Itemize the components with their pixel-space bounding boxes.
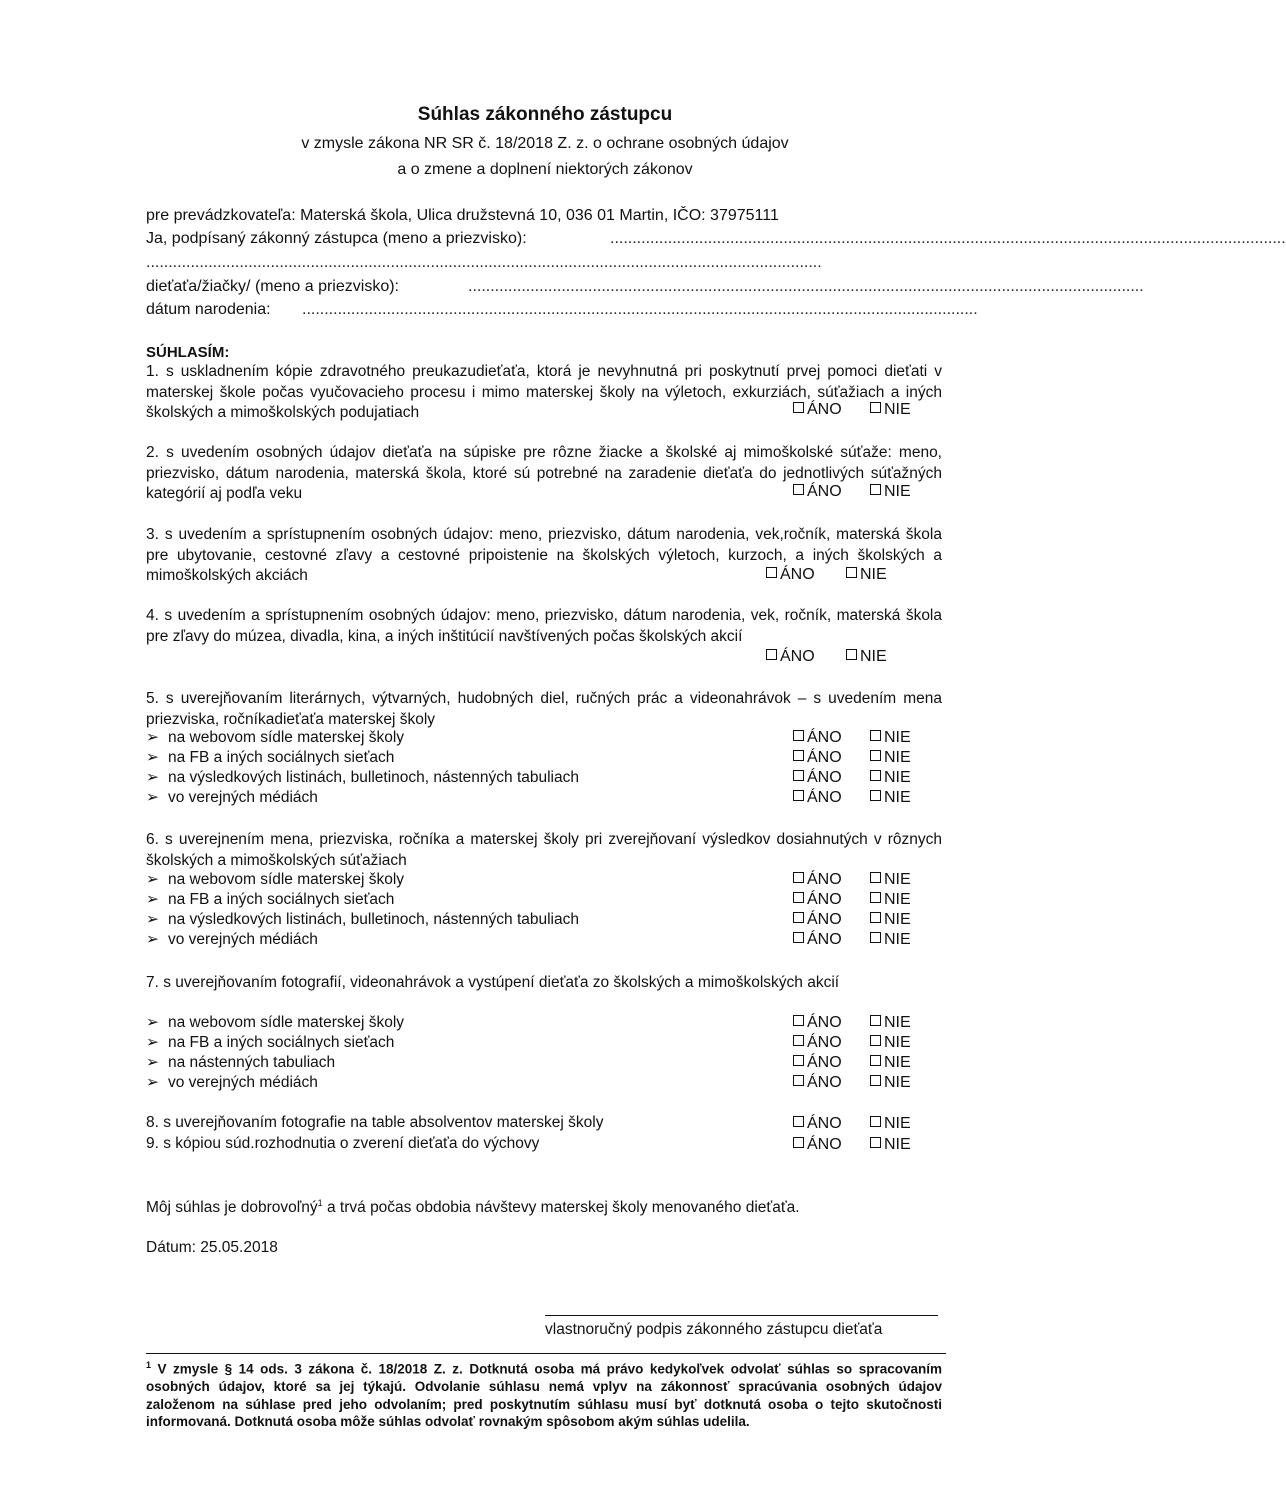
guardian-name-field-2[interactable]: ........................................................................................................................................................ <box>146 254 822 271</box>
item-7b-yes-checkbox[interactable]: ÁNO <box>793 1034 842 1052</box>
item-7-sub-4: ➢ vo verejných médiách <box>146 1074 318 1091</box>
checkbox-icon <box>793 770 804 781</box>
checkbox-icon <box>870 790 881 801</box>
operator-line: pre prevádzkovateľa: Materská škola, Ulica družstevná 10, 036 01 Martin, IČO: 37975111 <box>146 207 779 224</box>
checkbox-icon <box>870 730 881 741</box>
checkbox-icon <box>870 912 881 923</box>
arrow-bullet-icon: ➢ <box>146 871 159 888</box>
item-1-yes-checkbox[interactable]: ÁNO <box>793 401 842 419</box>
signature-label: vlastnoručný podpis zákonného zástupcu dieťaťa <box>545 1321 883 1338</box>
checkbox-icon <box>766 567 777 578</box>
checkbox-icon <box>793 750 804 761</box>
arrow-bullet-icon: ➢ <box>146 931 159 948</box>
checkbox-icon <box>793 872 804 883</box>
checkbox-icon <box>793 1116 804 1127</box>
checkbox-icon <box>793 1055 804 1066</box>
birth-label: dátum narodenia: <box>146 301 271 318</box>
item-6-sub-1: ➢ na webovom sídle materskej školy <box>146 871 405 888</box>
item-7-sub-2: ➢ na FB a iných sociálnych sieťach <box>146 1034 395 1051</box>
item-7-sub-1: ➢ na webovom sídle materskej školy <box>146 1014 405 1031</box>
checkbox-icon <box>846 567 857 578</box>
item-6d-yes-checkbox[interactable]: ÁNO <box>793 931 842 949</box>
item-1-no-checkbox[interactable]: NIE <box>870 401 911 419</box>
item-8-no-checkbox[interactable]: NIE <box>870 1115 911 1133</box>
checkbox-icon <box>793 932 804 943</box>
form-subtitle-2: a o zmene a doplnení niektorých zákonov <box>397 161 693 178</box>
item-5a-no-checkbox[interactable]: NIE <box>870 729 911 747</box>
checkbox-icon <box>793 912 804 923</box>
form-title: Súhlas zákonného zástupcu <box>417 104 673 125</box>
checkbox-icon <box>793 790 804 801</box>
item-4-yes-checkbox[interactable]: ÁNO <box>766 648 815 666</box>
checkbox-icon <box>870 932 881 943</box>
arrow-bullet-icon: ➢ <box>146 1054 159 1071</box>
item-5-sub-4: ➢ vo verejných médiách <box>146 789 318 806</box>
checkbox-icon <box>870 1015 881 1026</box>
item-6a-yes-checkbox[interactable]: ÁNO <box>793 871 842 889</box>
item-6a-no-checkbox[interactable]: NIE <box>870 871 911 889</box>
item-5b-no-checkbox[interactable]: NIE <box>870 749 911 767</box>
item-6-sub-4: ➢ vo verejných médiách <box>146 931 318 948</box>
item-7-sub-3: ➢ na nástenných tabuliach <box>146 1054 336 1071</box>
checkbox-icon <box>793 1035 804 1046</box>
item-6-sub-2: ➢ na FB a iných sociálnych sieťach <box>146 891 395 908</box>
item-6d-no-checkbox[interactable]: NIE <box>870 931 911 949</box>
consent-item-6: 6. s uverejnením mena, priezviska, ročníka a materskej školy pri zverejňovaní výsledkov dosiahnutých v rôznych školských a mimoškolských súťažiach <box>146 831 942 869</box>
item-5-sub-1: ➢ na webovom sídle materskej školy <box>146 729 405 746</box>
checkbox-icon <box>793 1075 804 1086</box>
arrow-bullet-icon: ➢ <box>146 1074 159 1091</box>
item-3-yes-checkbox[interactable]: ÁNO <box>766 566 815 584</box>
birth-date-field[interactable]: ........................................................................................................................................................ <box>302 301 978 318</box>
item-7b-no-checkbox[interactable]: NIE <box>870 1034 911 1052</box>
checkbox-icon <box>870 770 881 781</box>
checkbox-icon <box>793 1015 804 1026</box>
checkbox-icon <box>793 484 804 495</box>
item-6c-no-checkbox[interactable]: NIE <box>870 911 911 929</box>
voluntary-statement: Môj súhlas je dobrovoľný$^1$ a trvá počas obdobia návštevy materskej školy menovaného dieťaťa. <box>146 1198 800 1217</box>
item-7d-yes-checkbox[interactable]: ÁNO <box>793 1074 842 1092</box>
checkbox-icon <box>870 872 881 883</box>
consent-item-8: 8. s uverejňovaním fotografie na table absolventov materskej školy <box>146 1114 604 1131</box>
item-4-no-checkbox[interactable]: NIE <box>846 648 887 666</box>
arrow-bullet-icon: ➢ <box>146 911 159 928</box>
item-5d-no-checkbox[interactable]: NIE <box>870 789 911 807</box>
child-label: dieťaťa/žiačky/ (meno a priezvisko): <box>146 278 399 295</box>
checkbox-icon <box>870 1035 881 1046</box>
consent-item-1: 1. s uskladnením kópie zdravotného preukazudieťaťa, ktorá je nevyhnutná pri poskytnutí prvej pomoci dieťati v materskej škole počas vyučovacieho procesu i mimo materskej školy na výletoch, exkurziách, súťažiach a iných školských a mimoškolských podujatiach <box>146 363 942 421</box>
consent-item-3: 3. s uvedením a sprístupnením osobných údajov: meno, priezvisko, dátum narodenia, vek,ročník, materská škola pre ubytovanie, cestovné zľavy a cestovné pripoistenie na školských výletoch, kurzoch, a iných školských a mimoškolských akciách <box>146 526 942 584</box>
consent-item-4: 4. s uvedením a sprístupnením osobných údajov: meno, priezvisko, dátum narodenia, vek, ročník, materská škola pre zľavy do múzea, divadla, kina, a iných inštitúcií navštívených počas školských akcií <box>146 607 942 645</box>
arrow-bullet-icon: ➢ <box>146 749 159 766</box>
item-5-sub-2: ➢ na FB a iných sociálnych sieťach <box>146 749 395 766</box>
item-5b-yes-checkbox[interactable]: ÁNO <box>793 749 842 767</box>
arrow-bullet-icon: ➢ <box>146 729 159 746</box>
item-5c-no-checkbox[interactable]: NIE <box>870 769 911 787</box>
item-6-sub-3: ➢ na výsledkových listinách, bulletinoch, nástenných tabuliach <box>146 911 579 928</box>
signature-line[interactable] <box>545 1315 938 1316</box>
item-7c-no-checkbox[interactable]: NIE <box>870 1054 911 1072</box>
checkbox-icon <box>793 892 804 903</box>
checkbox-icon <box>870 1137 881 1148</box>
item-5d-yes-checkbox[interactable]: ÁNO <box>793 789 842 807</box>
checkbox-icon <box>870 1055 881 1066</box>
arrow-bullet-icon: ➢ <box>146 769 159 786</box>
checkbox-icon <box>870 1116 881 1127</box>
checkbox-icon <box>766 649 777 660</box>
item-6b-no-checkbox[interactable]: NIE <box>870 891 911 909</box>
child-name-field[interactable]: ........................................................................................................................................................ <box>468 278 1144 295</box>
checkbox-icon <box>793 402 804 413</box>
date-line: Dátum: 25.05.2018 <box>146 1239 278 1256</box>
consent-item-5: 5. s uverejňovaním literárnych, výtvarných, hudobných diel, ručných prác a videonahrávok – s uvedením mena priezviska, ročníkadieťaťa materskej školy <box>146 690 942 728</box>
checkbox-icon <box>870 484 881 495</box>
item-9-no-checkbox[interactable]: NIE <box>870 1136 911 1154</box>
consent-item-2: 2. s uvedením osobných údajov dieťaťa na súpiske pre rôzne žiacke a školské aj mimoškolské súťaže: meno, priezvisko, dátum narodenia, materská škola, ktoré sú potrebné na zaradenie dieťaťa do jednotlivých súťažných kategórií aj podľa veku <box>146 444 942 502</box>
footnote: $^1$ V zmysle § 14 ods. 3 zákona č. 18/2018 Z. z. Dotknutá osoba má právo kedykoľvek odvolať súhlas so spracovaním osobných údajov, ktoré sa jej týkajú. Odvolanie súhlasu nemá vplyv na zákonnosť spracúvania osobných údajov založenom na súhlase pred jeho odvolaním; pred poskytnutím súhlasu musí byť dotknutá osoba o tejto skutočnosti informovaná. Dotknutá osoba môže súhlas odvolať rovnakým spôsobom akým súhlas udelila. <box>146 1360 942 1429</box>
consent-heading: SÚHLASÍM: <box>146 344 230 361</box>
checkbox-icon <box>846 649 857 660</box>
item-7d-no-checkbox[interactable]: NIE <box>870 1074 911 1092</box>
checkbox-icon <box>870 750 881 761</box>
footnote-divider <box>146 1353 946 1354</box>
checkbox-icon <box>870 402 881 413</box>
item-6c-yes-checkbox[interactable]: ÁNO <box>793 911 842 929</box>
consent-item-9: 9. s kópiou súd.rozhodnutia o zverení dieťaťa do výchovy <box>146 1135 540 1152</box>
item-5c-yes-checkbox[interactable]: ÁNO <box>793 769 842 787</box>
item-3-no-checkbox[interactable]: NIE <box>846 566 887 584</box>
arrow-bullet-icon: ➢ <box>146 1014 159 1031</box>
guardian-label: Ja, podpísaný zákonný zástupca (meno a priezvisko): <box>146 230 527 247</box>
arrow-bullet-icon: ➢ <box>146 891 159 908</box>
checkbox-icon <box>793 1137 804 1148</box>
item-7a-no-checkbox[interactable]: NIE <box>870 1014 911 1032</box>
item-7c-yes-checkbox[interactable]: ÁNO <box>793 1054 842 1072</box>
guardian-name-field[interactable]: ........................................................................................................................................................ <box>610 230 1286 247</box>
item-2-yes-checkbox[interactable]: ÁNO <box>793 483 842 501</box>
item-5-sub-3: ➢ na výsledkových listinách, bulletinoch, nástenných tabuliach <box>146 769 579 786</box>
checkbox-icon <box>793 730 804 741</box>
item-8-yes-checkbox[interactable]: ÁNO <box>793 1115 842 1133</box>
item-7a-yes-checkbox[interactable]: ÁNO <box>793 1014 842 1032</box>
checkbox-icon <box>870 1075 881 1086</box>
consent-item-7: 7. s uverejňovaním fotografií, videonahrávok a vystúpení dieťaťa zo školských a mimoškolských akcií <box>146 974 840 991</box>
item-2-no-checkbox[interactable]: NIE <box>870 483 911 501</box>
arrow-bullet-icon: ➢ <box>146 1034 159 1051</box>
form-subtitle-1: v zmysle zákona NR SR č. 18/2018 Z. z. o ochrane osobných údajov <box>301 135 789 152</box>
arrow-bullet-icon: ➢ <box>146 789 159 806</box>
item-5a-yes-checkbox[interactable]: ÁNO <box>793 729 842 747</box>
checkbox-icon <box>870 892 881 903</box>
item-6b-yes-checkbox[interactable]: ÁNO <box>793 891 842 909</box>
item-9-yes-checkbox[interactable]: ÁNO <box>793 1136 842 1154</box>
